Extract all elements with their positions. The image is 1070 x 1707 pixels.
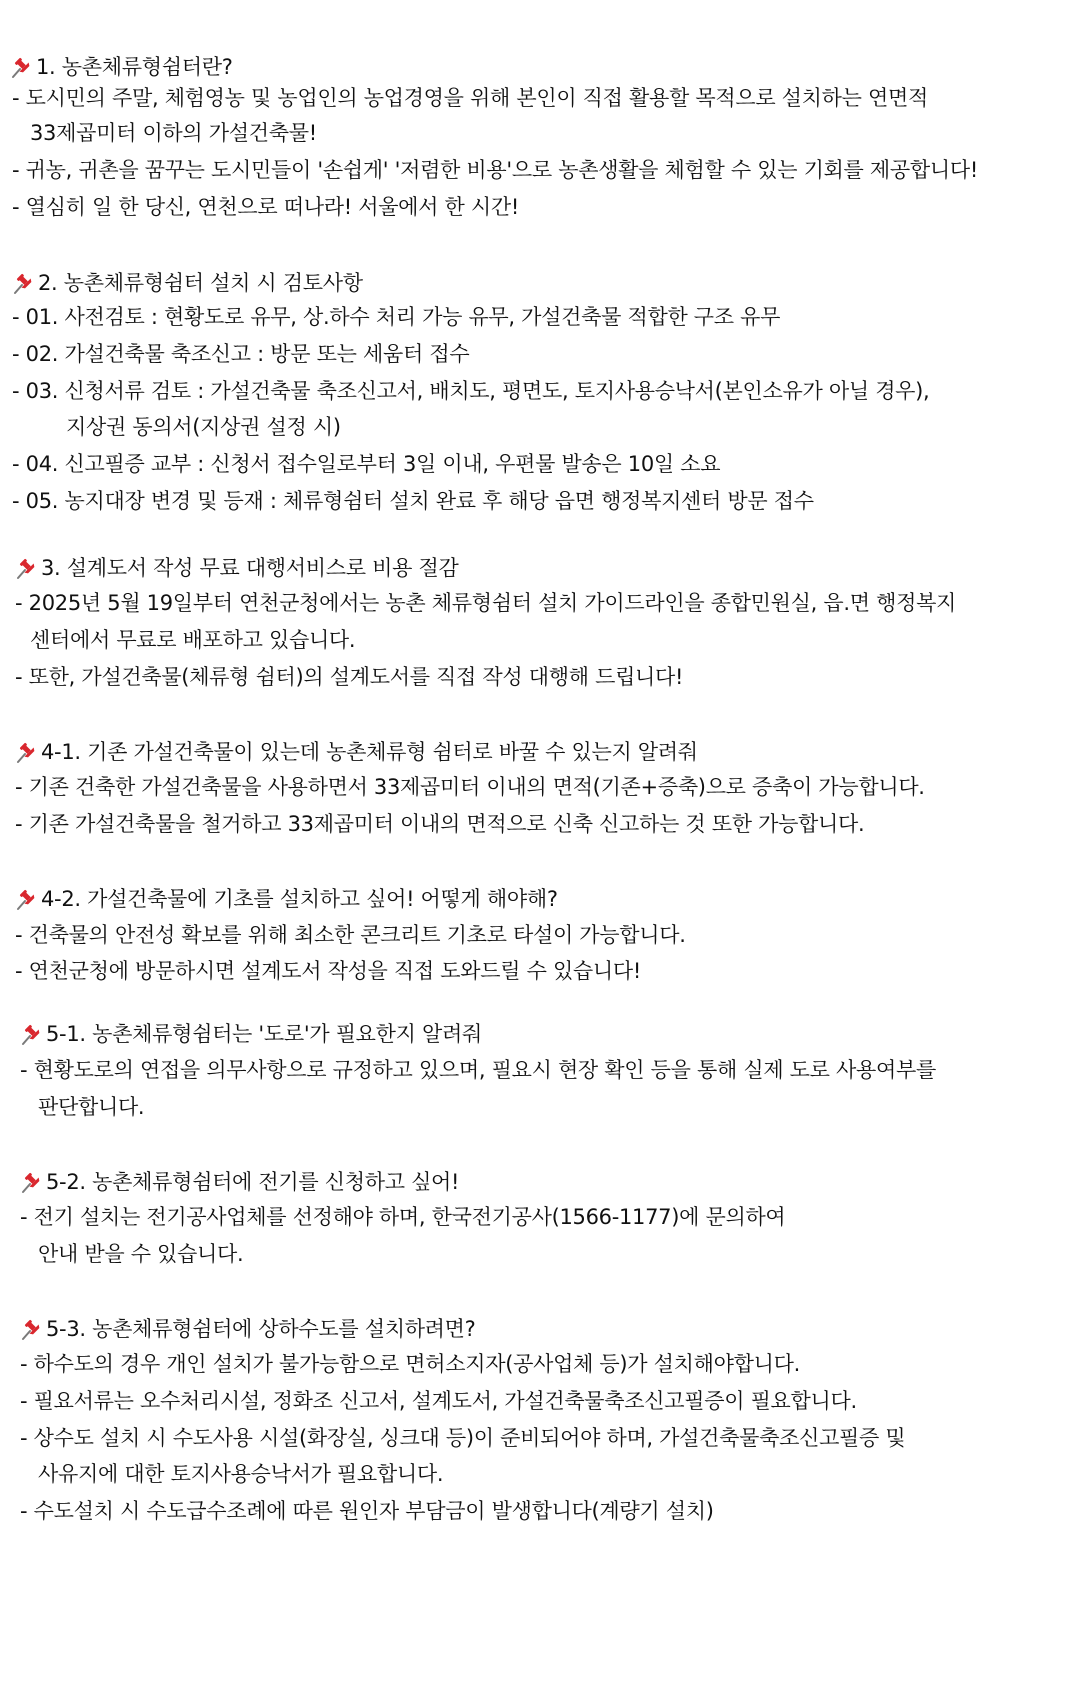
section-1-line: - 열심히 일 한 당신, 연천으로 떠나라! 서울에서 한 시간! — [12, 195, 519, 219]
section-2-line: - 02. 가설건축물 축조신고 : 방문 또는 세움터 접수 — [12, 342, 470, 366]
section-2-line: - 03. 신청서류 검토 : 가설건축물 축조신고서, 배치도, 평면도, 토지사용승낙서(본인소유가 아닐 경우), — [12, 379, 930, 403]
pushpin-icon — [15, 553, 41, 583]
section-2-heading: 2. 농촌체류형쉼터 설치 시 검토사항 — [12, 268, 363, 298]
section-5-3-line: - 하수도의 경우 개인 설치가 불가능함으로 면허소지자(공사업체 등)가 설치해야합니다. — [20, 1352, 800, 1376]
section-2-line: - 05. 농지대장 변경 및 등재 : 체류형쉼터 설치 완료 후 해당 읍면 행정복지센터 방문 접수 — [12, 489, 814, 513]
section-5-3-line: - 수도설치 시 수도급수조례에 따른 원인자 부담금이 발생합니다(계량기 설치) — [20, 1499, 714, 1523]
pushpin-icon — [20, 1314, 46, 1344]
section-5-1-line: 판단합니다. — [38, 1095, 145, 1119]
section-1-line: - 도시민의 주말, 체험영농 및 농업인의 농업경영을 위해 본인이 직접 활용할 목적으로 설치하는 연면적 — [12, 86, 928, 110]
pushpin-icon — [20, 1167, 46, 1197]
section-5-3-line: 사유지에 대한 토지사용승낙서가 필요합니다. — [38, 1462, 444, 1486]
section-5-1-line: - 현황도로의 연접을 의무사항으로 규정하고 있으며, 필요시 현장 확인 등을 통해 실제 도로 사용여부를 — [20, 1058, 936, 1082]
section-3-heading: 3. 설계도서 작성 무료 대행서비스로 비용 절감 — [15, 553, 458, 583]
section-5-2-heading: 5-2. 농촌체류형쉼터에 전기를 신청하고 싶어! — [20, 1167, 459, 1197]
section-4-2-line: - 연천군청에 방문하시면 설계도서 작성을 직접 도와드릴 수 있습니다! — [15, 959, 642, 983]
section-3-line: - 2025년 5월 19일부터 연천군청에서는 농촌 체류형쉼터 설치 가이드라인을 종합민원실, 읍.면 행정복지 — [15, 591, 957, 615]
section-2-line: - 01. 사전검토 : 현황도로 유무, 상.하수 처리 가능 유무, 가설건축물 적합한 구조 유무 — [12, 305, 781, 329]
section-1-heading: 1. 농촌체류형쉼터란? — [10, 52, 233, 82]
section-4-1-heading: 4-1. 기존 가설건축물이 있는데 농촌체류형 쉼터로 바꿀 수 있는지 알려줘 — [15, 737, 698, 767]
section-4-1-line: - 기존 건축한 가설건축물을 사용하면서 33제곱미터 이내의 면적(기존+증축)으로 증축이 가능합니다. — [15, 775, 925, 799]
section-4-2-line: - 건축물의 안전성 확보를 위해 최소한 콘크리트 기초로 타설이 가능합니다. — [15, 923, 686, 947]
pushpin-icon — [20, 1019, 46, 1049]
section-3-line: 센터에서 무료로 배포하고 있습니다. — [30, 628, 356, 652]
section-5-3-line: - 상수도 설치 시 수도사용 시설(화장실, 싱크대 등)이 준비되어야 하며, 가설건축물축조신고필증 및 — [20, 1426, 906, 1450]
section-4-2-heading: 4-2. 가설건축물에 기초를 설치하고 싶어! 어떻게 해야해? — [15, 884, 558, 914]
pushpin-icon — [10, 52, 36, 82]
pushpin-icon — [12, 268, 38, 298]
section-1-line: - 귀농, 귀촌을 꿈꾸는 도시민들이 '손쉽게' '저렴한 비용'으로 농촌생활을 체험할 수 있는 기회를 제공합니다! — [12, 158, 978, 182]
section-2-line: 지상권 동의서(지상권 설정 시) — [66, 415, 341, 439]
section-1-line: 33제곱미터 이하의 가설건축물! — [30, 121, 317, 145]
section-2-line: - 04. 신고필증 교부 : 신청서 접수일로부터 3일 이내, 우편물 발송은 10일 소요 — [12, 452, 721, 476]
section-5-2-line: 안내 받을 수 있습니다. — [38, 1242, 244, 1266]
section-3-line: - 또한, 가설건축물(체류형 쉼터)의 설계도서를 직접 작성 대행해 드립니다! — [15, 665, 684, 689]
section-5-2-line: - 전기 설치는 전기공사업체를 선정해야 하며, 한국전기공사(1566-1177)에 문의하여 — [20, 1205, 786, 1229]
pushpin-icon — [15, 737, 41, 767]
section-5-1-heading: 5-1. 농촌체류형쉼터는 '도로'가 필요한지 알려줘 — [20, 1019, 482, 1049]
pushpin-icon — [15, 884, 41, 914]
section-4-1-line: - 기존 가설건축물을 철거하고 33제곱미터 이내의 면적으로 신축 신고하는 것 또한 가능합니다. — [15, 812, 865, 836]
section-5-3-line: - 필요서류는 오수처리시설, 정화조 신고서, 설계도서, 가설건축물축조신고필증이 필요합니다. — [20, 1389, 857, 1413]
section-5-3-heading: 5-3. 농촌체류형쉼터에 상하수도를 설치하려면? — [20, 1314, 476, 1344]
